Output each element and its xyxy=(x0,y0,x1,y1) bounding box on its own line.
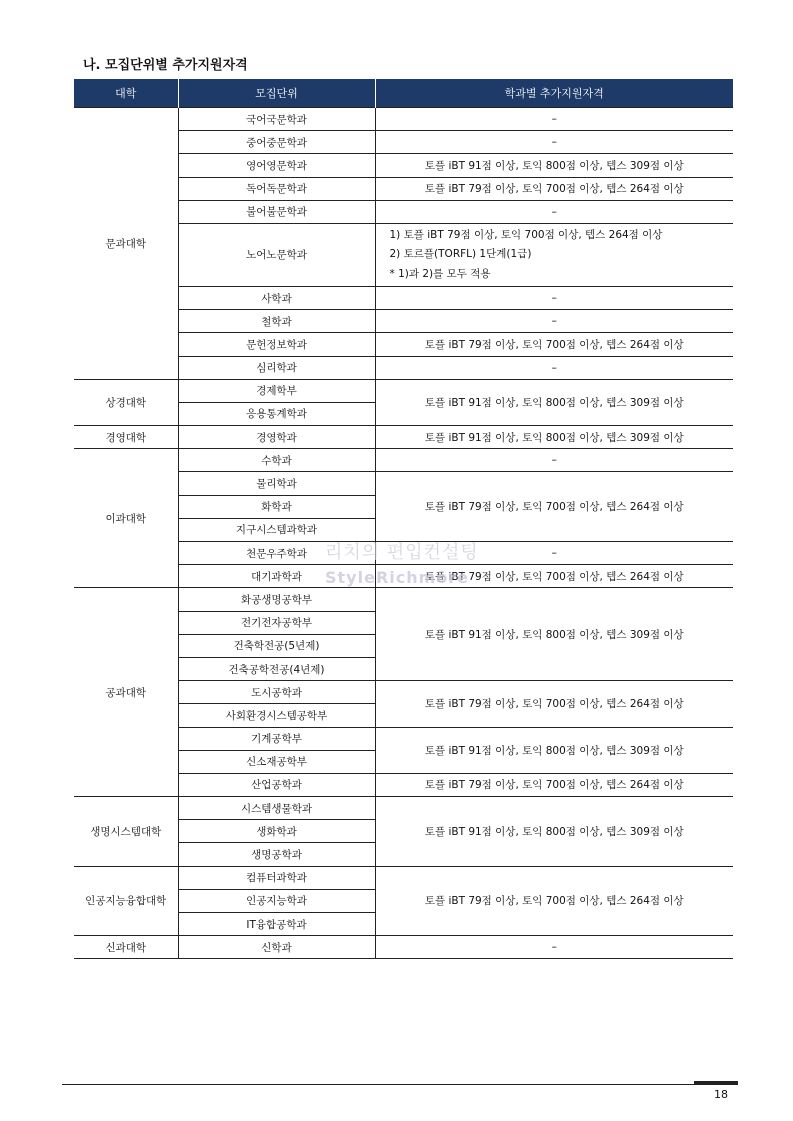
department-cell: 신소재공학부 xyxy=(178,750,375,773)
department-cell: 전기전자공학부 xyxy=(178,611,375,634)
department-cell: 불어불문학과 xyxy=(178,200,375,223)
department-cell: 생화학과 xyxy=(178,820,375,843)
requirement-cell: 토플 iBT 91점 이상, 토익 800점 이상, 텝스 309점 이상 xyxy=(375,588,733,681)
requirement-cell: – xyxy=(375,310,733,333)
table-row xyxy=(74,426,733,449)
requirement-cell: 토플 iBT 79점 이상, 토익 700점 이상, 텝스 264점 이상 xyxy=(375,681,733,727)
department-cell: 중어중문학과 xyxy=(178,131,375,154)
requirement-cell: 토플 iBT 79점 이상, 토익 700점 이상, 텝스 264점 이상 xyxy=(375,773,733,796)
requirement-cell: 토플 iBT 79점 이상, 토익 700점 이상, 텝스 264점 이상 xyxy=(375,565,733,588)
department-cell: 컴퓨터과학과 xyxy=(178,866,375,889)
department-cell: 영어영문학과 xyxy=(178,154,375,177)
admission-table xyxy=(74,79,733,959)
table-row xyxy=(74,866,733,889)
header-requirement: 학과별 추가지원자격 xyxy=(375,79,733,108)
requirement-cell: – xyxy=(375,356,733,379)
department-cell: IT융합공학과 xyxy=(178,913,375,936)
requirement-cell: – xyxy=(375,449,733,472)
department-cell: 천문우주학과 xyxy=(178,542,375,565)
department-cell: 국어국문학과 xyxy=(178,108,375,131)
requirement-cell: 토플 iBT 91점 이상, 토익 800점 이상, 텝스 309점 이상 xyxy=(375,426,733,449)
section-heading: 나. 모집단위별 추가지원자격 xyxy=(83,58,248,73)
department-cell: 시스템생물학과 xyxy=(178,797,375,820)
requirement-cell: 토플 iBT 79점 이상, 토익 700점 이상, 텝스 264점 이상 xyxy=(375,866,733,936)
university-cell: 인공지능융합대학 xyxy=(74,866,178,936)
department-cell: 신학과 xyxy=(178,936,375,959)
department-cell: 심리학과 xyxy=(178,356,375,379)
requirement-cell: 토플 iBT 91점 이상, 토익 800점 이상, 텝스 309점 이상 xyxy=(375,379,733,425)
department-cell: 수학과 xyxy=(178,449,375,472)
department-cell: 기계공학부 xyxy=(178,727,375,750)
requirement-cell: 토플 iBT 91점 이상, 토익 800점 이상, 텝스 309점 이상 xyxy=(375,797,733,867)
table-row xyxy=(74,108,733,131)
watermark-line2: StyleRichmore xyxy=(325,568,470,587)
university-cell: 문과대학 xyxy=(74,108,178,380)
department-cell: 산업공학과 xyxy=(178,773,375,796)
requirement-line: 1) 토플 iBT 79점 이상, 토익 700점 이상, 텝스 264점 이상 xyxy=(389,228,663,241)
requirement-cell: 토플 iBT 91점 이상, 토익 800점 이상, 텝스 309점 이상 xyxy=(375,727,733,773)
requirement-cell: – xyxy=(375,286,733,309)
university-cell: 이과대학 xyxy=(74,449,178,588)
department-cell: 응용통계학과 xyxy=(178,402,375,425)
requirement-cell xyxy=(375,223,733,286)
department-cell: 사회환경시스템공학부 xyxy=(178,704,375,727)
department-cell: 건축학전공(5년제) xyxy=(178,634,375,657)
table-header-row xyxy=(74,79,733,108)
department-cell: 화공생명공학부 xyxy=(178,588,375,611)
table-row xyxy=(74,797,733,820)
requirement-cell: – xyxy=(375,936,733,959)
department-cell: 건축공학전공(4년제) xyxy=(178,657,375,680)
department-cell: 경영학과 xyxy=(178,426,375,449)
table-row xyxy=(74,379,733,402)
department-cell: 대기과학과 xyxy=(178,565,375,588)
requirement-cell: 토플 iBT 79점 이상, 토익 700점 이상, 텝스 264점 이상 xyxy=(375,177,733,200)
department-cell: 철학과 xyxy=(178,310,375,333)
department-cell: 노어노문학과 xyxy=(178,223,375,286)
department-cell: 인공지능학과 xyxy=(178,889,375,912)
requirement-cell: – xyxy=(375,108,733,131)
header-university: 대학 xyxy=(74,79,178,108)
header-department: 모집단위 xyxy=(178,79,375,108)
department-cell: 사학과 xyxy=(178,286,375,309)
requirement-cell: – xyxy=(375,131,733,154)
footer-divider xyxy=(62,1084,738,1085)
table-body xyxy=(74,108,733,959)
department-cell: 지구시스템과학과 xyxy=(178,518,375,541)
requirement-cell: 토플 iBT 79점 이상, 토익 700점 이상, 텝스 264점 이상 xyxy=(375,333,733,356)
university-cell: 생명시스템대학 xyxy=(74,797,178,867)
department-cell: 독어독문학과 xyxy=(178,177,375,200)
table-row xyxy=(74,936,733,959)
university-cell: 공과대학 xyxy=(74,588,178,797)
university-cell: 경영대학 xyxy=(74,426,178,449)
department-cell: 화학과 xyxy=(178,495,375,518)
university-cell: 상경대학 xyxy=(74,379,178,425)
department-cell: 문헌정보학과 xyxy=(178,333,375,356)
page-number: 18 xyxy=(714,1088,728,1101)
watermark-line1: 리치의 편입컨설팅 xyxy=(325,542,479,563)
department-cell: 생명공학과 xyxy=(178,843,375,866)
department-cell: 도시공학과 xyxy=(178,681,375,704)
requirement-cell: – xyxy=(375,200,733,223)
requirement-cell: 토플 iBT 91점 이상, 토익 800점 이상, 텝스 309점 이상 xyxy=(375,154,733,177)
requirement-cell: – xyxy=(375,542,733,565)
university-cell: 신과대학 xyxy=(74,936,178,959)
requirement-line: 2) 토르플(TORFL) 1단계(1급) xyxy=(389,248,532,261)
requirement-line: * 1)과 2)를 모두 적용 xyxy=(389,267,491,280)
table-row xyxy=(74,588,733,611)
requirement-cell: 토플 iBT 79점 이상, 토익 700점 이상, 텝스 264점 이상 xyxy=(375,472,733,542)
footer-accent-bar xyxy=(694,1081,738,1084)
department-cell: 경제학부 xyxy=(178,379,375,402)
table-row xyxy=(74,449,733,472)
department-cell: 물리학과 xyxy=(178,472,375,495)
